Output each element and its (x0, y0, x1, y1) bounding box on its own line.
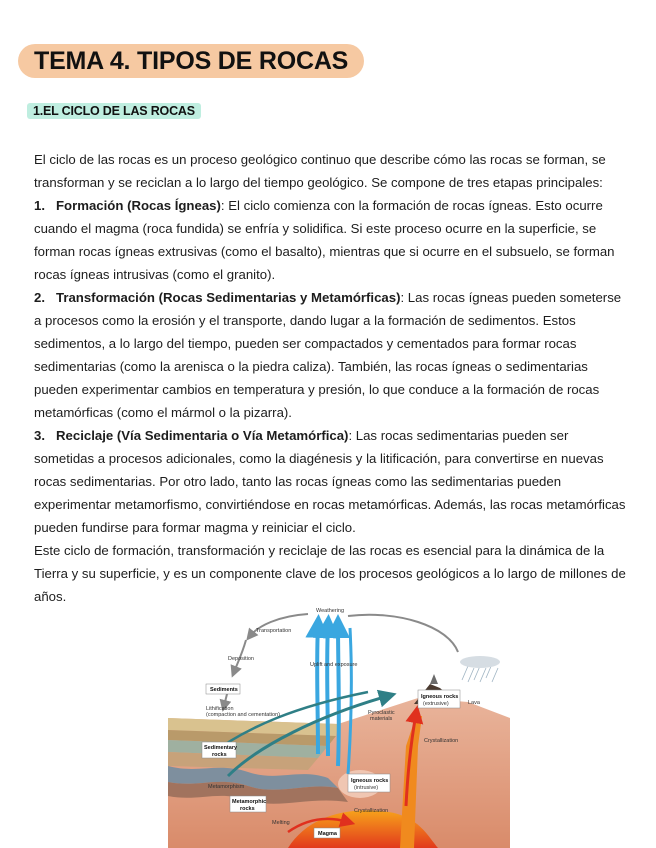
lava-label: Lava (468, 700, 480, 706)
item-label: Reciclaje (Vía Sedimentaria o Vía Metamórfica) (56, 428, 349, 443)
item-text: : Las rocas ígneas pueden someterse a procesos como la erosión y el transporte, dando lugar a la formación de sedimentos. Estos sedimentos, a lo largo del tiempo, pueden ser compactados y cementados para formar rocas sedimentarias (como la arenisca o la piedra caliza). También, las rocas ígneas o sedimentarias pueden experimentar cambios en temperatura y presión, lo que conduce a la formación de rocas metamórficas (como el mármol o la pizarra). (34, 290, 622, 420)
uplift-arrow (317, 626, 318, 754)
title-highlight (18, 44, 364, 78)
list-item-transformation (34, 286, 626, 424)
igneous-intrusive-sublabel: (intrusive) (354, 785, 379, 791)
magma-label: Magma (318, 831, 337, 837)
pyroclastic-sublabel: materials (370, 716, 393, 722)
melting-label: Melting (272, 820, 290, 826)
sedimentary-sublabel: rocks (212, 752, 227, 758)
item-label: Transformación (Rocas Sedimentarias y Metamórficas) (56, 290, 401, 305)
sediments-label: Sediments (210, 687, 238, 693)
list-item-recycling (34, 424, 626, 539)
rock-cycle-illustration (168, 606, 510, 848)
lithification-label: Lithification (206, 706, 234, 712)
body-text (34, 148, 626, 608)
intro-paragraph: El ciclo de las rocas es un proceso geológico continuo que describe cómo las rocas se forman, se transforman y se reciclan a lo largo del tiempo geológico. Se compone de tres etapas principales: (34, 152, 606, 190)
list-item-formation (34, 194, 626, 286)
metamorphic-sublabel: rocks (240, 806, 255, 812)
item-text: : El ciclo comienza con la formación de rocas ígneas. Esto ocurre cuando el magma (roca fundida) se enfría y solidifica. Si este proceso ocurre en la superficie, se forman rocas ígneas extrusivas (como el basalto), mientras que si ocurre en el subsuelo, se forman rocas ígneas intrusivas (como el granito). (34, 198, 615, 282)
metamorphism-label: Metamorphism (208, 784, 245, 790)
igneous-extrusive-label: Igneous rocks (421, 694, 459, 700)
conclusion-paragraph: Este ciclo de formación, transformación y reciclaje de las rocas es esencial para la dinámica de la Tierra y su superficie, y es un componente clave de los procesos geológicos a lo largo de millones de años. (34, 543, 626, 604)
section-title: 1.EL CICLO DE LAS ROCAS (33, 104, 195, 118)
page-title: TEMA 4. TIPOS DE ROCAS (34, 46, 349, 75)
igneous-extrusive-sublabel: (extrusive) (423, 701, 449, 707)
item-number: 3. (34, 428, 45, 443)
pyroclastic-label: Pyroclastic (368, 710, 395, 716)
compaction-label: (compaction and cementation) (206, 712, 280, 718)
metamorphic-label: Metamorphic (232, 799, 267, 805)
sedimentary-label: Sedimentary (204, 745, 238, 751)
item-label: Formación (Rocas Ígneas) (56, 198, 221, 213)
weathering-label: Weathering (316, 608, 345, 614)
crystallization-label-1: Crystallization (424, 738, 459, 744)
igneous-intrusive-label: Igneous rocks (351, 778, 389, 784)
uplift-label: Uplift and exposure (310, 662, 358, 668)
item-number: 1. (34, 198, 45, 213)
item-number: 2. (34, 290, 45, 305)
deposition-label: Deposition (228, 656, 254, 662)
item-text: : Las rocas sedimentarias pueden ser sometidas a procesos adicionales, como la diagénesis y la litificación, para convertirse en nuevas rocas sedimentarias. Por otro lado, tanto las rocas ígneas como las sedimentarias pueden experimentar metamorfismo, convirtiéndose en rocas metamórficas. Además, las rocas metamórficas pueden fundirse para formar magma y reiniciar el ciclo. (34, 428, 626, 535)
rock-cycle-diagram (168, 606, 510, 848)
transportation-label: Transportation (256, 628, 292, 634)
section-title-highlight (27, 103, 201, 119)
crystallization-label-2: Crystallization (354, 808, 389, 814)
